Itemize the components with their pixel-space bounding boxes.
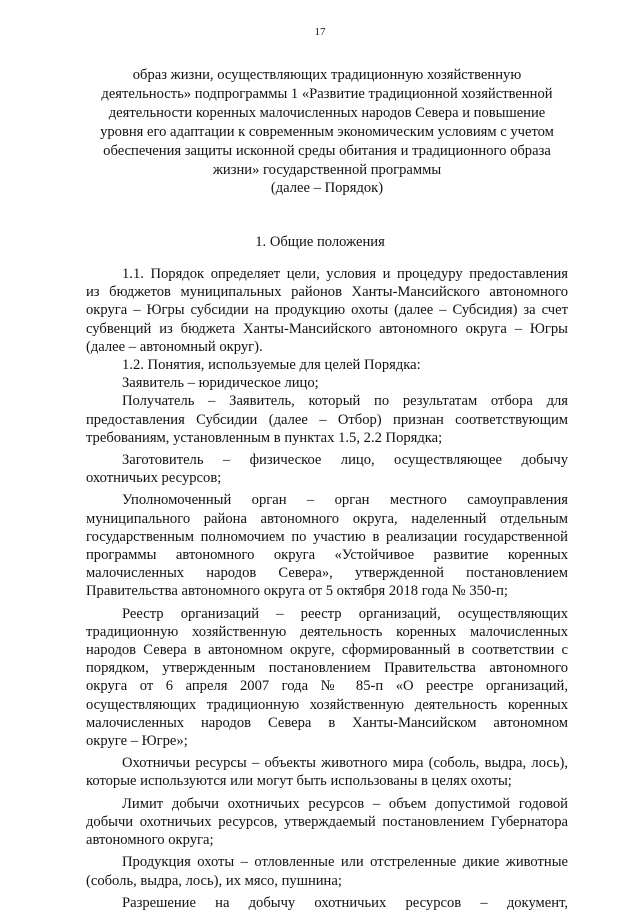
paragraph-line: Уполномоченный орган – орган местного самоуправления [122, 492, 568, 509]
paragraph-line: Правительства автономного округа от 5 октября 2018 года № 350-п; [86, 583, 508, 600]
paragraph-line: программы автономного округа «Устойчивое развитие коренных [86, 547, 568, 564]
paragraph-line: которые используются или могут быть использованы в целях охоты; [86, 773, 512, 790]
paragraph-line: Заявитель – юридическое лицо; [122, 375, 319, 392]
paragraph-line: охотничьих ресурсов; [86, 470, 222, 487]
paragraph-line: 1.1. Порядок определяет цели, условия и процедуру предоставления [122, 266, 568, 282]
paragraph-line: (соболь, выдра, лось), их мясо, пушнина; [86, 872, 342, 889]
page-number: 17 [314, 26, 326, 38]
title-line: жизни» государственной программы [212, 161, 442, 178]
paragraph-line: округа – Югры субсидии на продукцию охоты (далее – Субсидия) за счет [86, 302, 568, 319]
paragraph-line: народов Севера в автономном округе, сформированный в соответствии с [86, 642, 568, 659]
document-title [86, 66, 568, 198]
paragraph [86, 894, 568, 912]
paragraph [86, 853, 568, 889]
paragraph-line: Охотничьи ресурсы – объекты животного мира (соболь, выдра, лось), [122, 755, 568, 772]
paragraph [86, 605, 568, 751]
paragraph-line: (далее – автономный округ). [86, 338, 263, 355]
paragraph-line: предоставления Субсидии (далее – Отбор) признан соответствующим [86, 411, 568, 428]
paragraph-line: Реестр организаций – реестр организаций, осуществляющих [122, 605, 568, 622]
paragraph [86, 491, 568, 600]
paragraph-line: малочисленных народов Севера», утвержденной постановлением [86, 565, 568, 582]
paragraph [86, 265, 568, 356]
title-line: обеспечения защиты исконной среды обитания и традиционного образа [103, 142, 551, 159]
paragraph-line: традиционную хозяйственную деятельность коренных малочисленных [86, 623, 568, 640]
paragraph-line: муниципального района автономного округа, наделенный отдельным [86, 510, 568, 527]
paragraph [86, 451, 568, 487]
section-heading: 1. Общие положения [255, 234, 385, 250]
paragraph-line: из бюджетов муниципальных районов Ханты-Мансийского автономного [86, 284, 568, 301]
paragraph-line: 1.2. Понятия, используемые для целей Порядка: [122, 357, 421, 374]
paragraph-line: Получатель – Заявитель, который по результатам отбора для [122, 393, 568, 410]
paragraph-line: Разрешение на добычу охотничьих ресурсов – документ, [122, 894, 568, 911]
paragraph-line: осуществляющих традиционную хозяйственную деятельность коренных [86, 696, 568, 713]
paragraph [86, 754, 568, 790]
paragraph-line: добычи охотничьих ресурсов, утверждаемый постановлением Губернатора [86, 813, 568, 830]
paragraph [86, 392, 568, 447]
paragraph-line: субвенций из бюджета Ханты-Мансийского автономного округа – Югры [86, 320, 568, 337]
paragraph-line: автономного округа; [86, 832, 214, 849]
paragraph-line: Продукция охоты – отловленные или отстреленные дикие животные [122, 854, 568, 871]
paragraph [86, 356, 568, 374]
paragraph-line: округе – Югре»; [86, 733, 188, 750]
paragraph-line: малочисленных народов Севера в Ханты-Мансийском автономном [86, 714, 568, 731]
paragraph-line: порядком, утвержденным постановлением Правительства автономного [86, 660, 568, 677]
title-line: деятельность» подпрограммы 1 «Развитие традиционной хозяйственной [101, 85, 553, 102]
paragraph-line: государственным полномочием по участию в реализации государственной [86, 528, 568, 545]
title-line: деятельности коренных малочисленных народов Севера и повышение [108, 104, 546, 121]
paragraph [86, 374, 568, 392]
title-line: уровня его адаптации к современным экономическим условиям с учетом [100, 123, 554, 140]
paragraph-line: Лимит добычи охотничьих ресурсов – объем допустимой годовой [122, 795, 568, 812]
document-body [86, 265, 568, 912]
paragraph-line: Заготовитель – физическое лицо, осуществляющее добычу [122, 452, 568, 469]
title-line: (далее – Порядок) [270, 180, 384, 197]
paragraph-line: округа от 6 апреля 2007 года № 85-п «О реестре организаций, [86, 678, 568, 695]
title-line: образ жизни, осуществляющих традиционную хозяйственную [132, 67, 522, 83]
paragraph-line: требованиям, установленным в пунктах 1.5, 2.2 Порядка; [86, 429, 443, 446]
paragraph [86, 795, 568, 850]
